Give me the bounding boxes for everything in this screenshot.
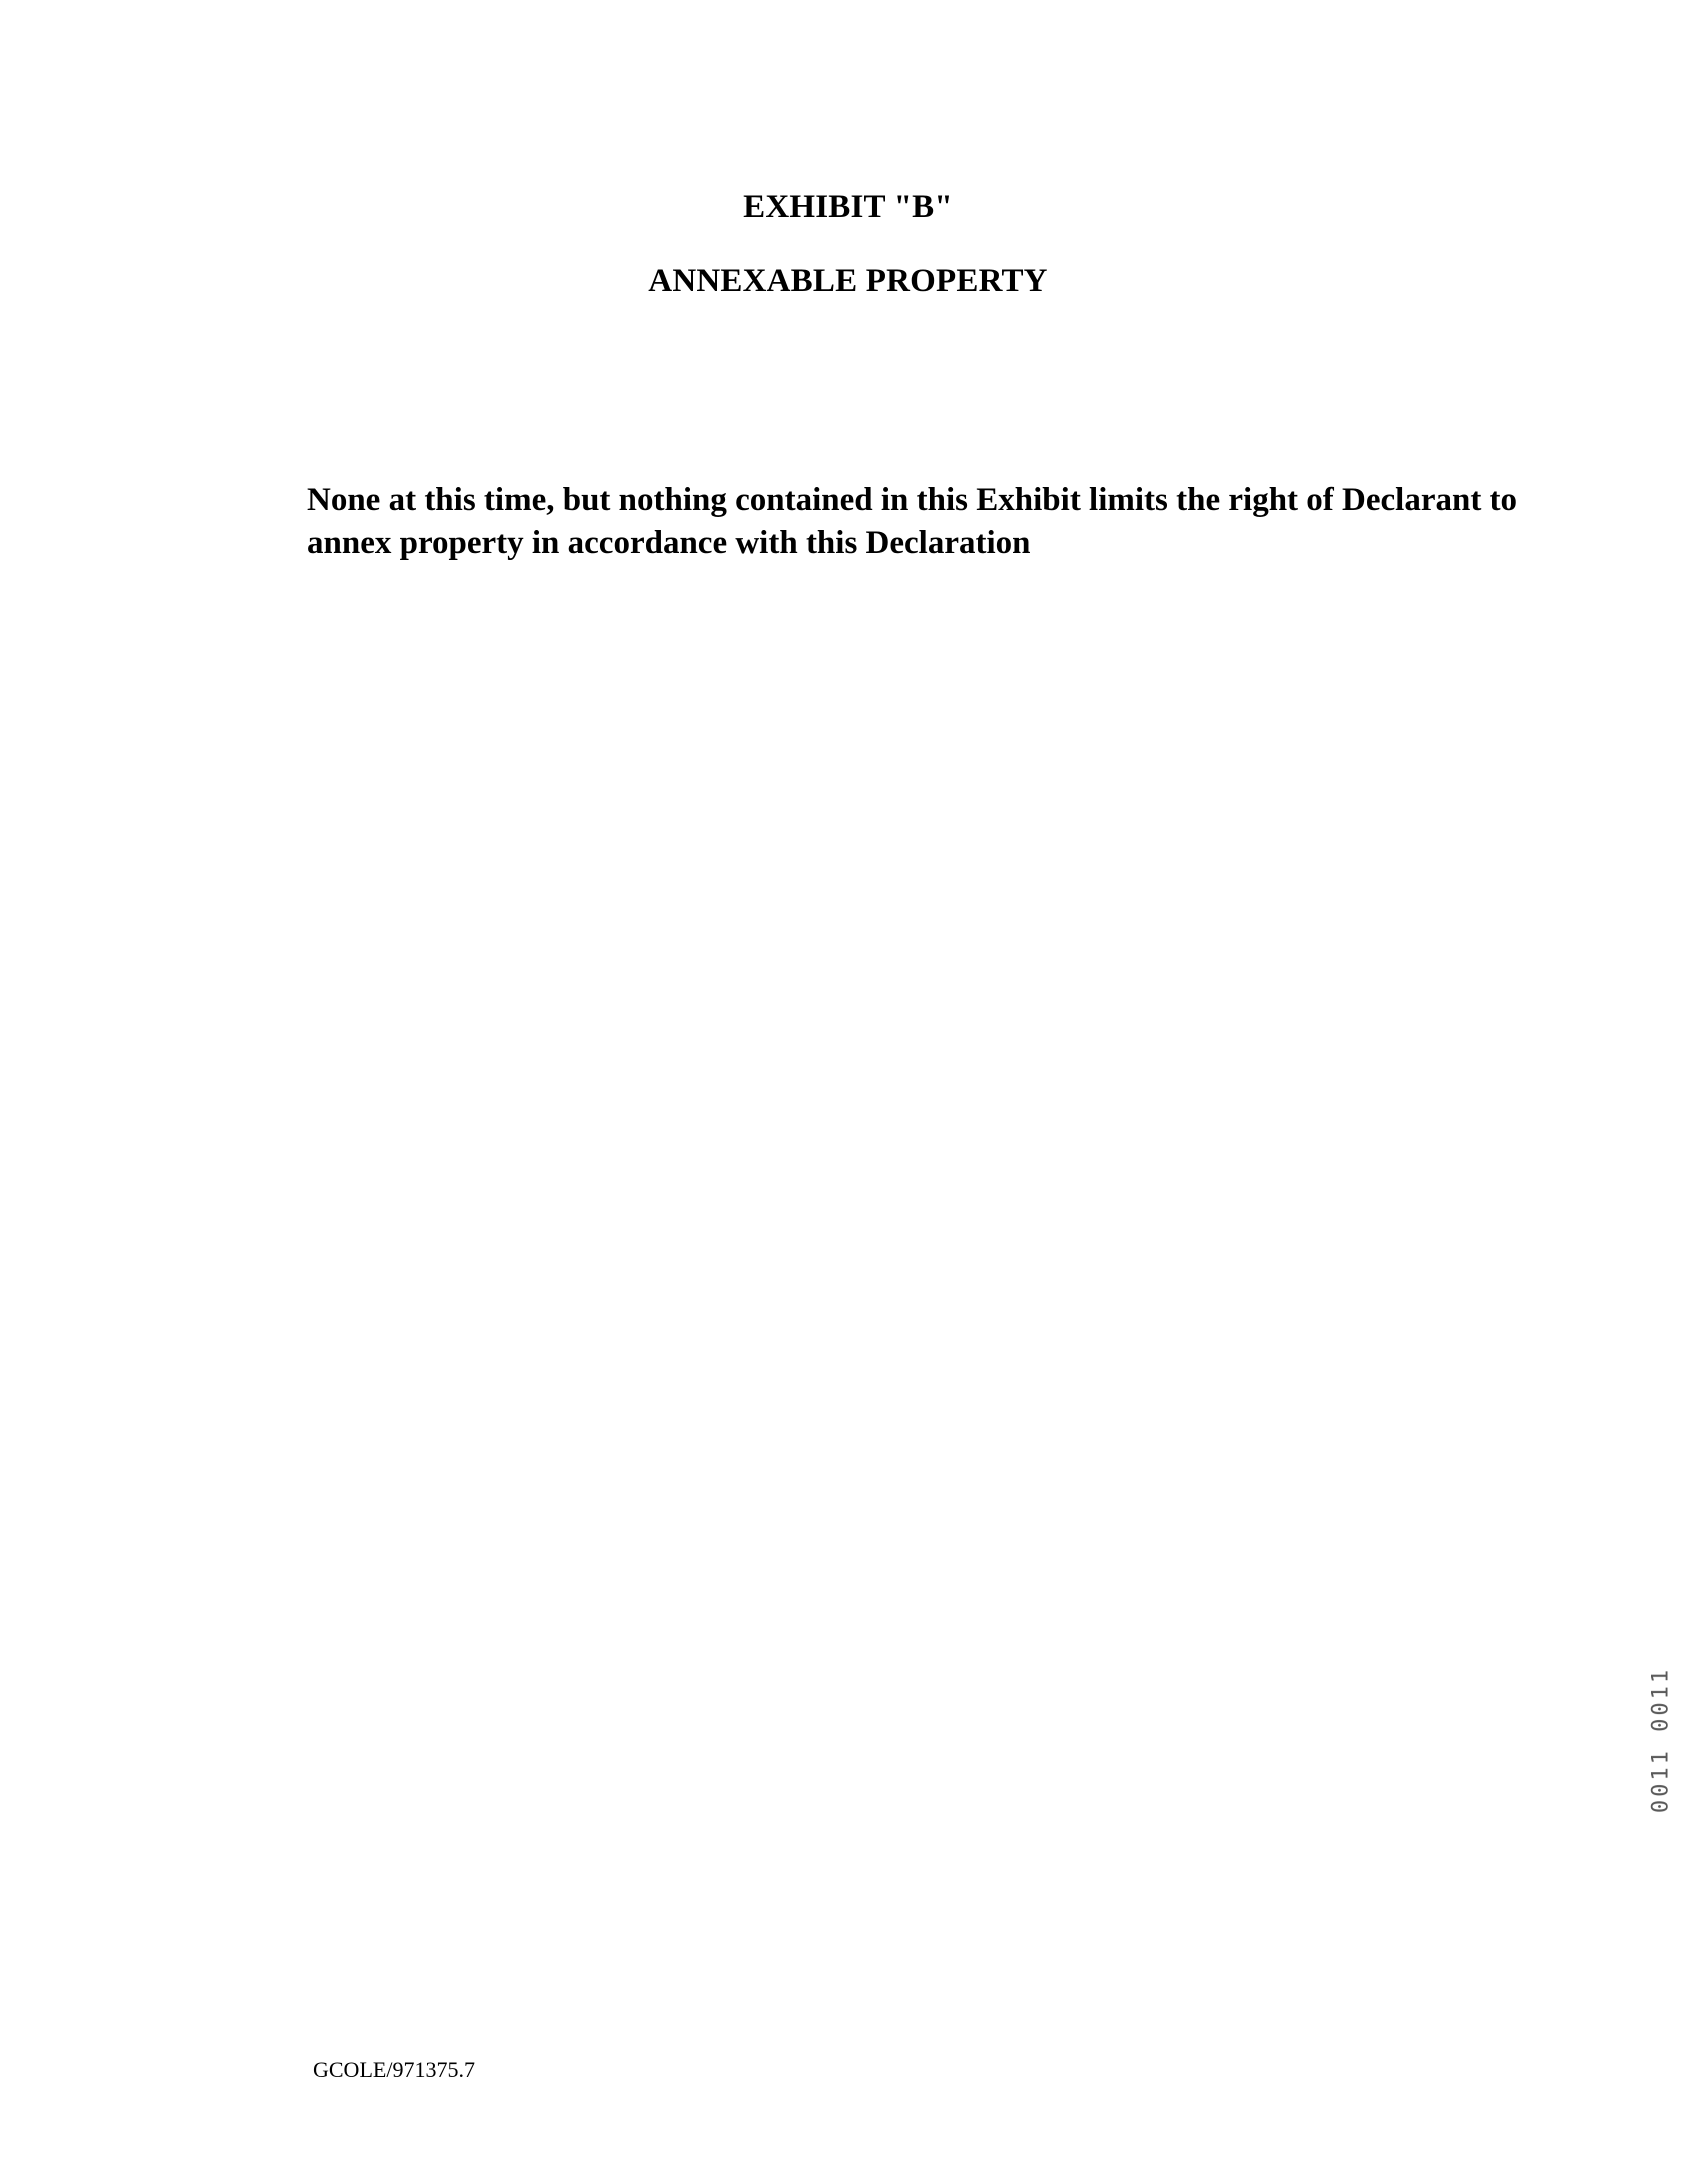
exhibit-title: EXHIBIT "B" bbox=[743, 189, 953, 225]
recording-stamp bbox=[1648, 1570, 1674, 1910]
exhibit-body-text: None at this time, but nothing contained in this Exhibit limits the right of Declarant to annex property in accordance with this Declaration bbox=[307, 482, 1518, 561]
recording-stamp-text: 0011 0011 bbox=[1648, 1666, 1674, 1814]
document-footer-id: GCOLE/971375.7 bbox=[313, 2057, 475, 2082]
exhibit-subtitle: ANNEXABLE PROPERTY bbox=[648, 263, 1048, 299]
